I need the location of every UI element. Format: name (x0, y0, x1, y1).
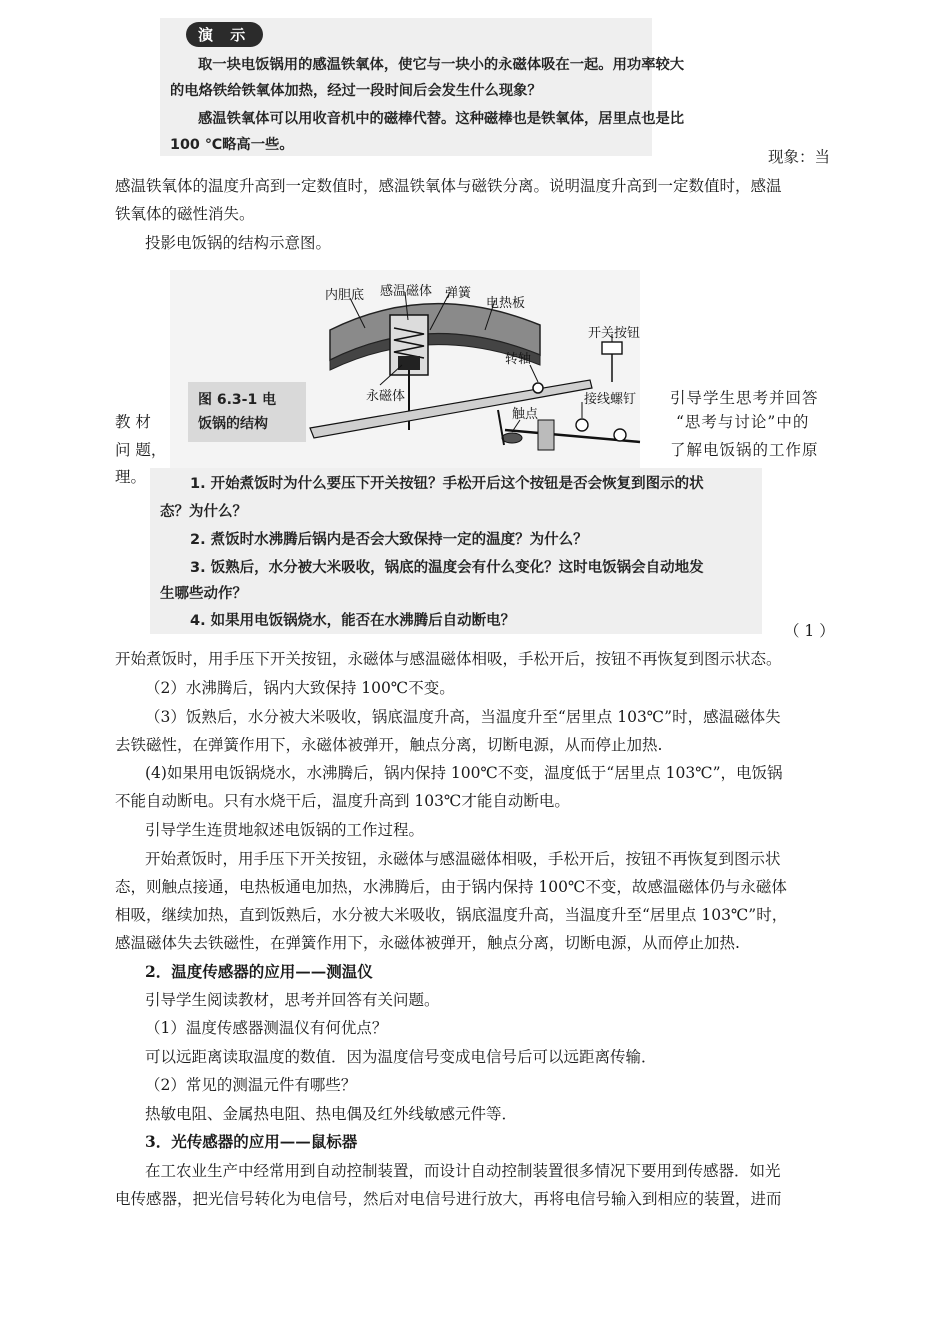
answer-line: 不能自动断电。只有水烧干后，温度升高到 103℃才能自动断电。 (115, 792, 570, 810)
section3-line: 电传感器，把光信号转化为电信号，然后对电信号进行放大，再将电信号输入到相应的装置，进而 (115, 1190, 782, 1208)
label-heating-plate: 电热板 (486, 296, 526, 311)
side-text: 了解电饭锅的工作原 (670, 441, 819, 459)
phenomenon-line: 铁氧体的磁性消失。 (115, 205, 255, 223)
question-line: 生哪些动作？ (160, 586, 247, 602)
section2-answer: 可以远距离读取温度的数值．因为温度信号变成电信号后可以远距离传输． (145, 1048, 657, 1066)
question-line: 1. 开始煮饭时为什么要压下开关按钮？手松开后这个按钮是否会恢复到图示的状 (190, 476, 704, 492)
narrative-line: 态，则触点接通，电热板通电加热，水沸腾后，由于锅内保持 100℃不变，故感温磁体仍与永磁体 (115, 878, 787, 896)
side-text: 理。 (115, 468, 147, 486)
narrative-line: 感温磁体失去铁磁性，在弹簧作用下，永磁体被弹开，触点分离，切断电源，从而停止加热. (115, 934, 740, 952)
answer-line: 开始煮饭时，用手压下开关按钮，永磁体与感温磁体相吸，手松开后，按钮不再恢复到图示状态。 (115, 650, 782, 668)
answer-marker: （ 1 ） (784, 622, 835, 640)
label-spring: 弹簧 (445, 286, 472, 301)
demo-scan-box (160, 18, 685, 156)
section2-question: （1）温度传感器测温仪有何优点？ (145, 1019, 388, 1037)
label-terminal-screw: 接线螺钉 (584, 392, 637, 407)
demo-badge: 演 示 (186, 22, 263, 47)
section3-line: 在工农业生产中经常用到自动控制装置，而设计自动控制装置很多情况下要用到传感器．如光 (145, 1162, 781, 1180)
label-switch-button: 开关按钮 (588, 326, 641, 341)
questions-scan-box (150, 468, 762, 634)
terminal-screw-shape (614, 429, 626, 441)
answer-line: (4)如果用电饭锅烧水，水沸腾后，锅内保持 100℃不变，温度低于“居里点 103℃”，电饭锅 (145, 764, 783, 782)
side-text: “思考与讨论”中的 (676, 413, 810, 431)
side-text: 问 题， (115, 441, 167, 459)
answer-line: （3）饭熟后，水分被大米吸收，锅底温度升高，当温度升至“居里点 103℃”时，感温磁体失 (145, 708, 781, 726)
section2-guide: 引导学生阅读教材，思考并回答有关问题。 (145, 991, 440, 1009)
question-line: 4. 如果用电饭锅烧水，能否在水沸腾后自动断电？ (190, 613, 516, 629)
permanent-magnet-shape (398, 356, 420, 370)
section2-question: （2）常见的测温元件有哪些？ (145, 1076, 357, 1094)
demo-line: 感温铁氧体可以用收音机中的磁棒代替。这种磁棒也是铁氧体，居里点也是比 (198, 111, 685, 127)
narrative-guide: 引导学生连贯地叙述电饭锅的工作过程。 (145, 821, 425, 839)
label-contact: 触点 (512, 407, 539, 422)
phenomenon-line: 感温铁氧体的温度升高到一定数值时，感温铁氧体与磁铁分离。说明温度升高到一定数值时，感温 (115, 177, 782, 195)
pivot-shape (533, 383, 543, 393)
caption-line: 图 6.3-1 电 (198, 392, 277, 408)
lever-support-shape (498, 410, 504, 445)
label-pivot: 转轴 (505, 352, 532, 367)
demo-line: 取一块电饭锅用的感温铁氧体，使它与一块小的永磁体吸在一起。用功率较大 (198, 57, 685, 73)
side-text: 教 材 (115, 413, 151, 431)
label-permanent-magnet: 永磁体 (366, 389, 406, 404)
answer-line: （2）水沸腾后，锅内大致保持 100℃不变。 (145, 679, 455, 697)
figure-caption (188, 382, 306, 442)
phenomenon-lead: 现象：当 (768, 148, 831, 166)
section2-answer: 热敏电阻、金属热电阻、热电偶及红外线敏感元件等． (145, 1105, 518, 1123)
question-line: 2. 煮饭时水沸腾后锅内是否会大致保持一定的温度？为什么？ (190, 532, 588, 548)
demo-line: 的电烙铁给铁氧体加热，经过一段时间后会发生什么现象？ (170, 83, 542, 99)
answer-line: 去铁磁性，在弹簧作用下，永磁体被弹开，触点分离，切断电源，从而停止加热. (115, 736, 663, 754)
label-inner-bottom: 内胆底 (325, 288, 365, 303)
section-heading: 2．温度传感器的应用——测温仪 (145, 962, 373, 981)
narrative-line: 开始煮饭时，用手压下开关按钮，永磁体与感温磁体相吸，手松开后，按钮不再恢复到图示状 (145, 850, 781, 868)
section-heading: 3．光传感器的应用——鼠标器 (145, 1132, 358, 1151)
switch-button-shape (602, 342, 622, 354)
projection-line: 投影电饭锅的结构示意图。 (145, 234, 332, 252)
terminal-block-shape (538, 420, 554, 450)
question-line: 3. 饭熟后，水分被大米吸收，锅底的温度会有什么变化？这时电饭锅会自动地发 (190, 560, 704, 576)
label-thermal-magnet: 感温磁体 (380, 284, 433, 299)
caption-line: 饭锅的结构 (198, 416, 268, 432)
contact-shape (502, 433, 522, 443)
narrative-line: 相吸，继续加热，直到饭熟后，水分被大米吸收，锅底温度升高，当温度升至“居里点 103℃”时， (115, 906, 788, 924)
side-text: 引导学生思考并回答 (670, 389, 819, 407)
question-line: 态？为什么？ (160, 504, 247, 520)
demo-line: 100 ℃略高一些。 (170, 137, 294, 153)
terminal-screw-shape (576, 419, 588, 431)
